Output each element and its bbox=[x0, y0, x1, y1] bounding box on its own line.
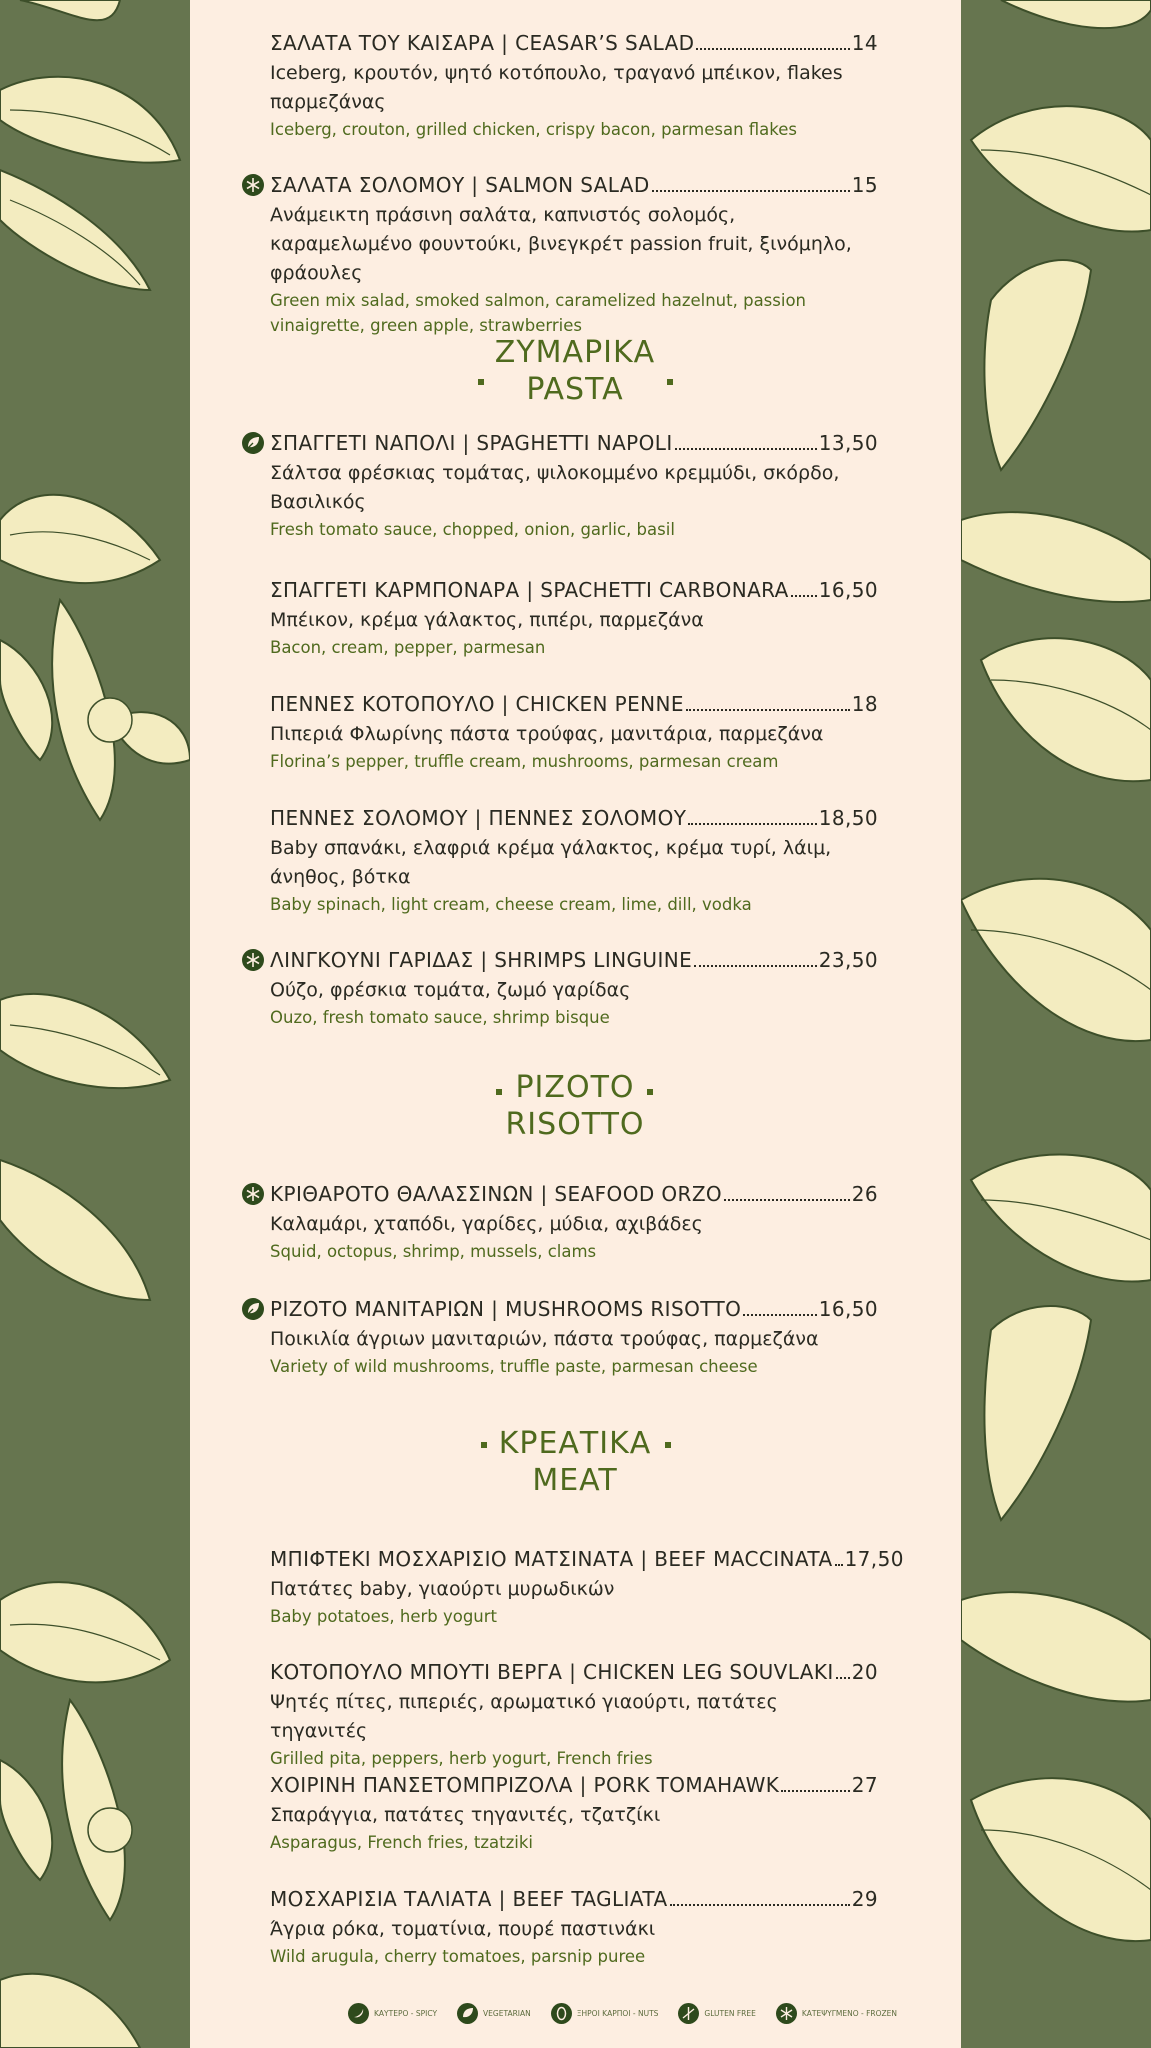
menu-item bbox=[270, 1659, 878, 1771]
section-dot bbox=[665, 1442, 671, 1448]
dot-leader bbox=[836, 1677, 850, 1679]
vegetarian-icon bbox=[242, 432, 264, 454]
item-description-english: Grilled pita, peppers, herb yogurt, French fries bbox=[270, 1749, 653, 1768]
section-title-greek: ΡΙΖΟΤΟ bbox=[515, 1070, 635, 1105]
dietary-legend bbox=[348, 2003, 911, 2024]
item-description-greek: Ψητές πίτες, πιπεριές, αρωματικό γιαούρτι, πατάτες τηγανιτές bbox=[270, 1691, 778, 1742]
item-description-greek: Ούζο, φρέσκια τομάτα, ζωμό γαρίδας bbox=[270, 979, 631, 1001]
item-description-english: Green mix salad, smoked salmon, caramelized hazelnut, passion vinaigrette, green apple, strawberries bbox=[270, 291, 807, 335]
vegetarian-icon bbox=[242, 1298, 264, 1320]
legend-item bbox=[551, 2003, 659, 2024]
item-description-english: Wild arugula, cherry tomatoes, parsnip puree bbox=[270, 1947, 646, 1966]
item-description-greek: Πιπεριά Φλωρίνης πάστα τρούφας, μανιτάρια, παρμεζάνα bbox=[270, 723, 824, 745]
dot-leader bbox=[688, 823, 816, 825]
nuts-icon bbox=[551, 2003, 572, 2024]
dot-leader bbox=[686, 709, 850, 711]
item-description-english: Iceberg, crouton, grilled chicken, crispy bacon, parmesan flakes bbox=[270, 120, 798, 139]
dot-leader bbox=[694, 965, 817, 967]
item-price: 26 bbox=[851, 1182, 878, 1206]
item-description-english: Asparagus, French fries, tzatziki bbox=[270, 1833, 533, 1852]
item-description-english: Squid, octopus, shrimp, mussels, clams bbox=[270, 1242, 597, 1261]
dot-leader bbox=[743, 1314, 816, 1316]
dot-leader bbox=[670, 1904, 850, 1906]
gluten-free-icon bbox=[678, 2003, 699, 2024]
item-description-english: Fresh tomato sauce, chopped, onion, garlic, basil bbox=[270, 520, 675, 539]
legend-label: ΞΗΡΟΙ ΚΑΡΠΟΙ - NUTS bbox=[576, 2009, 659, 2018]
section-dot bbox=[647, 1089, 653, 1095]
item-description-greek: Σπαράγγια, πατάτες τηγανιτές, τζατζίκι bbox=[270, 1804, 661, 1826]
dot-leader bbox=[781, 1790, 849, 1792]
legend-item bbox=[678, 2003, 755, 2024]
legend-item bbox=[776, 2003, 897, 2024]
frozen-icon bbox=[776, 2003, 797, 2024]
item-description-greek: Ποικιλία άγριων μανιταριών, πάστα τρούφας, παρμεζάνα bbox=[270, 1328, 819, 1350]
item-price: 18,50 bbox=[818, 806, 878, 830]
menu-item bbox=[270, 430, 878, 542]
dot-leader bbox=[675, 448, 817, 450]
menu-item bbox=[270, 947, 878, 1030]
item-price: 27 bbox=[851, 1773, 878, 1797]
dot-leader bbox=[652, 190, 850, 192]
section-heading-pasta bbox=[460, 334, 690, 408]
item-description-english: Bacon, cream, pepper, parmesan bbox=[270, 638, 546, 657]
item-price: 16,50 bbox=[818, 1297, 878, 1321]
item-name: ΣΠΑΓΓΕΤΙ ΝΑΠΟΛΙ | SPAGHETTI NAPOLI bbox=[270, 431, 673, 455]
item-description-greek: Άγρια ρόκα, τοματίνια, πουρέ παστινάκι bbox=[270, 1918, 656, 1940]
item-price: 29 bbox=[851, 1887, 878, 1911]
legend-label: GLUTEN FREE bbox=[704, 2009, 756, 2018]
menu-item bbox=[270, 1181, 878, 1264]
item-price: 15 bbox=[851, 173, 878, 197]
item-description-english: Baby spinach, light cream, cheese cream, lime, dill, vodka bbox=[270, 895, 752, 914]
item-name: ΛΙΝΓΚΟΥΝΙ ΓΑΡΙΔΑΣ | SHRIMPS LINGUINE bbox=[270, 948, 693, 972]
item-description-greek: Ανάμεικτη πράσινη σαλάτα, καπνιστός σολομός, καραμελωμένο φουντούκι, βινεγκρέτ passion fruit, ξινόμηλο, φράουλες bbox=[270, 204, 852, 284]
item-name: ΧΟΙΡΙΝΗ ΠΑΝΣΕΤΟΜΠΡΙΖΟΛΑ | PORK TOMAHAWK bbox=[270, 1773, 780, 1797]
item-description-greek: Iceberg, κρουτόν, ψητό κοτόπουλο, τραγανό μπέικον, flakes παρμεζάνας bbox=[270, 62, 843, 113]
legend-label: VEGETARIAN bbox=[483, 2009, 531, 2018]
menu-item bbox=[270, 1296, 878, 1379]
section-dot bbox=[478, 379, 484, 385]
item-price: 13,50 bbox=[818, 431, 878, 455]
item-description-english: Baby potatoes, herb yogurt bbox=[270, 1607, 498, 1626]
section-title-greek: ΖΥΜΑΡΙΚΑ bbox=[494, 335, 656, 370]
item-name: ΜΠΙΦΤΕΚΙ ΜΟΣΧΑΡΙΣΙΟ ΜΑΤΣΙΝΑΤΑ | BEEF MACCINATA bbox=[270, 1547, 833, 1571]
item-name: ΚΟΤΟΠΟΥΛΟ ΜΠΟΥΤΙ ΒΕΡΓΑ | CHICKEN LEG SOUVLAKI bbox=[270, 1660, 834, 1684]
dot-leader bbox=[835, 1564, 843, 1566]
section-title-english: RISOTTO bbox=[505, 1107, 645, 1142]
frozen-icon bbox=[242, 1183, 264, 1205]
item-description-greek: Σάλτσα φρέσκιας τομάτας, ψιλοκομμένο κρεμμύδι, σκόρδο, Βασιλικός bbox=[270, 462, 840, 513]
item-price: 18 bbox=[851, 692, 878, 716]
menu-item bbox=[270, 1772, 878, 1855]
item-price: 14 bbox=[851, 31, 878, 55]
vegetarian-icon bbox=[457, 2003, 478, 2024]
legend-item bbox=[348, 2003, 437, 2024]
dot-leader bbox=[724, 1199, 850, 1201]
item-description-greek: Καλαμάρι, χταπόδι, γαρίδες, μύδια, αχιβάδες bbox=[270, 1213, 703, 1235]
frozen-icon bbox=[242, 174, 264, 196]
item-description-greek: Μπέικον, κρέμα γάλακτος, πιπέρι, παρμεζάνα bbox=[270, 609, 704, 631]
menu-item bbox=[270, 1546, 904, 1629]
section-title-greek: ΚΡΕΑΤΙΚΑ bbox=[498, 1426, 652, 1461]
section-title-english: PASTA bbox=[526, 372, 624, 407]
item-name: ΣΑΛΑΤΑ ΤΟΥ ΚΑΙΣΑΡΑ | CEASAR’S SALAD bbox=[270, 31, 695, 55]
menu-item bbox=[270, 805, 878, 917]
item-description-greek: Πατάτες baby, γιαούρτι μυρωδικών bbox=[270, 1578, 615, 1600]
menu-item bbox=[270, 1886, 878, 1969]
dot-leader bbox=[696, 48, 849, 50]
item-name: ΠΕΝΝΕΣ ΚΟΤΟΠΟΥΛΟ | CHICKEN PENNE bbox=[270, 692, 684, 716]
left-botanical-panel bbox=[0, 0, 190, 2048]
item-price: 20 bbox=[851, 1660, 878, 1684]
menu-item bbox=[270, 691, 878, 774]
section-heading-risotto bbox=[460, 1069, 690, 1143]
item-description-english: Variety of wild mushrooms, truffle paste, parmesan cheese bbox=[270, 1357, 758, 1376]
item-description-english: Ouzo, fresh tomato sauce, shrimp bisque bbox=[270, 1008, 610, 1027]
item-name: ΣΑΛΑΤΑ ΣΟΛΟΜΟΥ | SALMON SALAD bbox=[270, 173, 650, 197]
section-dot bbox=[496, 1089, 502, 1095]
section-dot bbox=[481, 1442, 487, 1448]
right-botanical-panel bbox=[961, 0, 1151, 2048]
section-dot bbox=[667, 379, 673, 385]
frozen-icon bbox=[242, 949, 264, 971]
menu-item bbox=[270, 30, 878, 142]
spicy-icon bbox=[348, 2003, 369, 2024]
item-price: 23,50 bbox=[818, 948, 878, 972]
legend-label: ΚΑΤΕΨΥΓΜΕΝΟ - FROZEN bbox=[801, 2009, 898, 2018]
menu-item bbox=[270, 577, 878, 660]
dot-leader bbox=[791, 595, 817, 597]
item-name: ΠΕΝΝΕΣ ΣΟΛΟΜΟΥ | ΠΕΝΝΕΣ ΣΟΛΟΜΟΥ bbox=[270, 806, 687, 830]
item-description-english: Florina’s pepper, truffle cream, mushrooms, parmesan cream bbox=[270, 752, 779, 771]
legend-label: ΚΑΥΤΕΡΟ - SPICY bbox=[374, 2009, 438, 2018]
item-price: 17,50 bbox=[844, 1547, 904, 1571]
legend-item bbox=[457, 2003, 531, 2024]
item-name: ΚΡΙΘΑΡΟΤΟ ΘΑΛΑΣΣΙΝΩΝ | SEAFOOD ORZO bbox=[270, 1182, 723, 1206]
item-name: ΣΠΑΓΓΕΤΙ ΚΑΡΜΠΟΝΑΡΑ | SPACHETTI CARBONARA bbox=[270, 578, 789, 602]
item-price: 16,50 bbox=[818, 578, 878, 602]
item-name: ΜΟΣΧΑΡΙΣΙΑ ΤΑΛΙΑΤΑ | BEEF TAGLIATA bbox=[270, 1887, 668, 1911]
menu-item bbox=[270, 172, 878, 338]
item-description-greek: Baby σπανάκι, ελαφριά κρέμα γάλακτος, κρέμα τυρί, λάιμ, άνηθος, βότκα bbox=[270, 837, 832, 888]
section-heading-meat bbox=[460, 1425, 690, 1499]
item-name: ΡΙΖΟΤΟ ΜΑΝΙΤΑΡΙΩΝ | MUSHROOMS RISOTTO bbox=[270, 1297, 742, 1321]
section-title-english: MEAT bbox=[532, 1463, 618, 1498]
